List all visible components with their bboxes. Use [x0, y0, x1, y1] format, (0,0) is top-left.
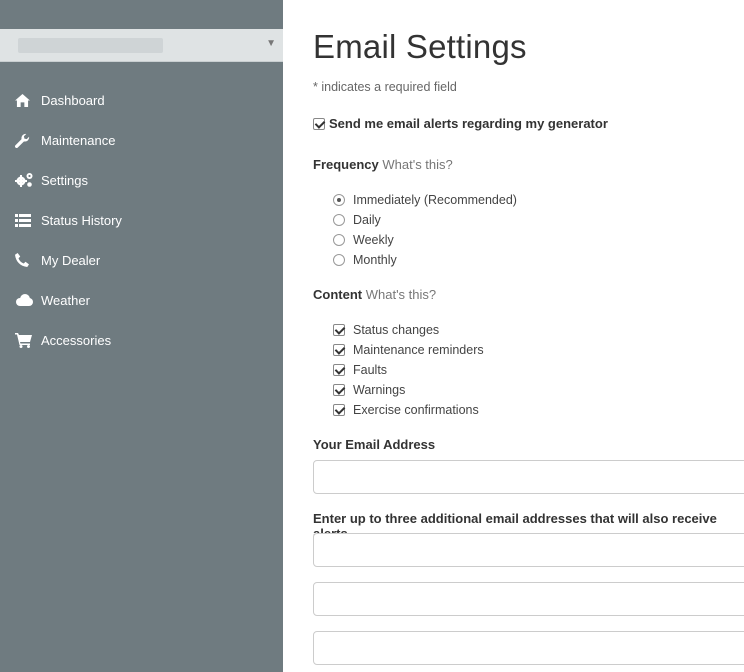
content-option-label: Warnings: [353, 383, 406, 397]
sidebar-item-label: My Dealer: [41, 252, 101, 268]
content-option-exercise-confirmations[interactable]: [333, 403, 479, 417]
content-option-label: Exercise confirmations: [353, 403, 479, 417]
sidebar-nav: [0, 80, 283, 360]
frequency-heading: [313, 157, 453, 172]
frequency-option-label: Immediately (Recommended): [353, 193, 517, 207]
sidebar-item-status-history[interactable]: [0, 200, 283, 240]
home-icon: [15, 92, 35, 108]
frequency-option-label: Weekly: [353, 233, 394, 247]
sidebar-item-label: Maintenance: [41, 132, 116, 148]
frequency-radio-immediately[interactable]: [333, 194, 345, 206]
sidebar-item-label: Settings: [41, 172, 88, 188]
email-label: Your Email Address: [313, 437, 436, 452]
content-help-link[interactable]: What's this?: [365, 287, 437, 302]
cart-icon: [15, 332, 35, 348]
gears-icon: [15, 172, 35, 188]
cloud-icon: [15, 292, 35, 308]
content-checkbox-maintenance-reminders[interactable]: [333, 344, 345, 356]
content-checkbox-faults[interactable]: [333, 364, 345, 376]
content-checkbox-exercise-confirmations[interactable]: [333, 404, 345, 416]
sidebar-item-accessories[interactable]: [0, 320, 283, 360]
frequency-label: Frequency: [313, 157, 379, 172]
page-title: Email Settings: [313, 28, 527, 65]
frequency-option-monthly[interactable]: [333, 253, 397, 267]
content-label: Content: [313, 287, 363, 302]
frequency-help-link[interactable]: What's this?: [382, 157, 453, 172]
frequency-option-immediately[interactable]: [333, 193, 517, 207]
content-heading: [313, 287, 436, 302]
sidebar-item-label: Weather: [41, 292, 90, 308]
sidebar: [0, 0, 283, 672]
frequency-option-label: Monthly: [353, 253, 397, 267]
frequency-option-label: Daily: [353, 213, 381, 227]
sidebar-item-weather[interactable]: [0, 280, 283, 320]
content-option-label: Status changes: [353, 323, 440, 337]
email-field[interactable]: [313, 460, 744, 494]
email-settings-form: [313, 0, 744, 672]
sidebar-item-label: Accessories: [41, 332, 112, 348]
additional-email-field-2[interactable]: [313, 582, 744, 616]
sidebar-item-maintenance[interactable]: [0, 120, 283, 160]
frequency-radio-monthly[interactable]: [333, 254, 345, 266]
additional-email-field-1[interactable]: [313, 533, 744, 567]
sidebar-item-dashboard[interactable]: [0, 80, 283, 120]
chevron-down-icon: ▼: [266, 38, 276, 49]
content-option-status-changes[interactable]: [333, 323, 439, 337]
content-option-label: Maintenance reminders: [353, 343, 484, 357]
email-alerts-checkbox[interactable]: [313, 118, 325, 130]
frequency-radio-weekly[interactable]: [333, 234, 345, 246]
required-note: * indicates a required field: [313, 80, 457, 94]
additional-email-field-3[interactable]: [313, 631, 744, 665]
sidebar-item-my-dealer[interactable]: [0, 240, 283, 280]
email-alerts-label: Send me email alerts regarding my generator: [329, 116, 608, 131]
frequency-radio-daily[interactable]: [333, 214, 345, 226]
sidebar-item-label: Dashboard: [41, 92, 105, 108]
content-option-maintenance-reminders[interactable]: [333, 343, 484, 357]
wrench-icon: [15, 132, 35, 148]
content-option-warnings[interactable]: [333, 383, 405, 397]
additional-emails-label: Enter up to three additional email addresses that will also receive: [313, 511, 717, 526]
generator-select-value: [18, 38, 163, 53]
sidebar-item-label: Status History: [41, 212, 122, 228]
sidebar-item-settings[interactable]: [0, 160, 283, 200]
content-checkbox-warnings[interactable]: [333, 384, 345, 396]
content-option-faults[interactable]: [333, 363, 387, 377]
content-checkbox-status-changes[interactable]: [333, 324, 345, 336]
phone-icon: [15, 252, 35, 268]
frequency-option-daily[interactable]: [333, 213, 381, 227]
list-icon: [15, 212, 35, 228]
content-option-label: Faults: [353, 363, 388, 377]
generator-select[interactable]: [0, 29, 283, 62]
email-alerts-checkbox-row[interactable]: [313, 116, 608, 131]
frequency-option-weekly[interactable]: [333, 233, 394, 247]
